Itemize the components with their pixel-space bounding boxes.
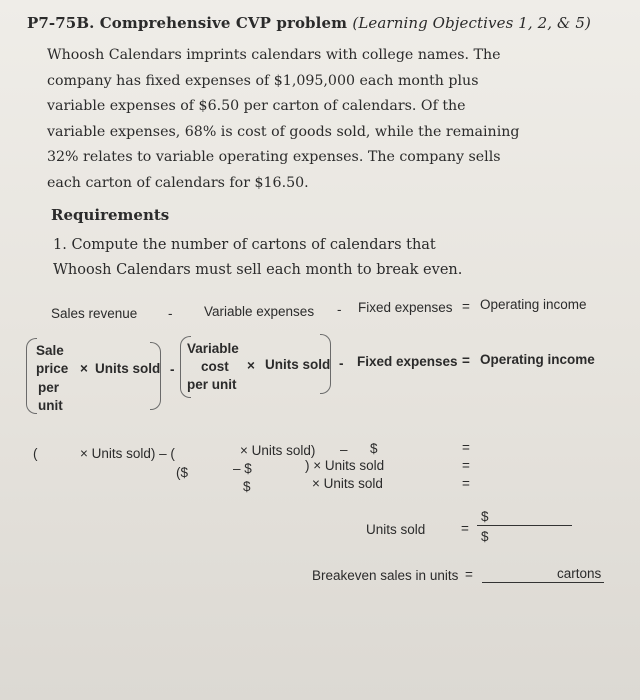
eq2-variable: Variable [187, 341, 239, 356]
eq2-minus: - [170, 362, 175, 377]
eq2-fixed-expenses: Fixed expenses [357, 354, 458, 369]
units-sold-numerator: $ [481, 509, 489, 524]
problem-title [27, 14, 591, 32]
ws-row3-dollar: $ [243, 479, 251, 494]
eq2-sale: Sale [36, 343, 64, 358]
units-sold-denominator: $ [481, 529, 489, 544]
learning-objectives: (Learning Objectives 1, 2, & 5) [352, 14, 591, 32]
breakeven-label: Breakeven sales in units [312, 568, 459, 583]
eq2-units-sold-1: Units sold [95, 361, 161, 376]
problem-code: P7-75B. [27, 14, 95, 32]
eq1-fixed-expenses: Fixed expenses [358, 300, 453, 315]
breakeven-equals: = [465, 567, 473, 582]
eq1-sales-revenue: Sales revenue [51, 306, 138, 321]
ws-row1-dollar: $ [370, 441, 378, 456]
ws-row1-minus: – [340, 442, 348, 457]
eq2-minus-2: - [339, 356, 344, 371]
problem-name: Comprehensive CVP problem [99, 14, 348, 32]
requirements-heading: Requirements [51, 206, 170, 224]
ws-row2-minus-dollar: – $ [233, 461, 252, 476]
right-bracket [150, 342, 161, 410]
ws-row2-dollar: ($ [176, 465, 189, 480]
ws-open-paren: ( [33, 446, 38, 461]
ws-row3-equals: = [462, 476, 470, 491]
units-sold-equals: = [461, 521, 469, 536]
eq1-minus-2: - [337, 302, 342, 317]
breakeven-unit: cartons [557, 566, 602, 581]
ws-row3-units-sold: × Units sold [312, 476, 383, 491]
ws-row1-equals: = [462, 440, 470, 455]
eq2-per: per [38, 380, 60, 395]
eq2-per-unit: per unit [187, 377, 237, 392]
eq2-equals: = [462, 353, 470, 368]
eq1-equals: = [462, 299, 470, 314]
eq2-operating-income: Operating income [480, 352, 595, 367]
eq2-price: price [36, 361, 69, 376]
requirement-1: 1. Compute the number of cartons of calendars that Whoosh Calendars must sell each month to break even. [53, 237, 463, 278]
ws-row1-units-sold-2: × Units sold) [240, 443, 316, 458]
eq1-minus: - [168, 306, 173, 321]
right-bracket-2 [320, 334, 331, 394]
ws-row2-units-sold: ) × Units sold [305, 458, 385, 473]
problem-paragraph: Whoosh Calendars imprints calendars with college names. The company has fixed expenses of $1,095,000 each month plus variable expenses of $6.50 per carton of calendars. Of the variable expenses, 68% is cost of goods sold, while the remaining 32% relates to variable operating expenses. The company sells each carton of calendars for $16.50. [47, 47, 520, 191]
ws-row1-units-sold: × Units sold) – ( [80, 446, 175, 461]
eq2-units-sold-2: Units sold [265, 357, 331, 372]
eq1-variable-expenses: Variable expenses [204, 304, 315, 319]
breakeven-answer-line[interactable] [482, 582, 604, 583]
fraction-bar [477, 525, 572, 526]
eq2-unit: unit [38, 398, 63, 413]
eq2-times-1: × [80, 361, 88, 376]
eq2-cost: cost [201, 359, 229, 374]
eq2-times-2: × [247, 358, 255, 373]
eq1-operating-income: Operating income [480, 297, 587, 312]
units-sold-label: Units sold [366, 522, 426, 537]
ws-row2-equals: = [462, 458, 470, 473]
